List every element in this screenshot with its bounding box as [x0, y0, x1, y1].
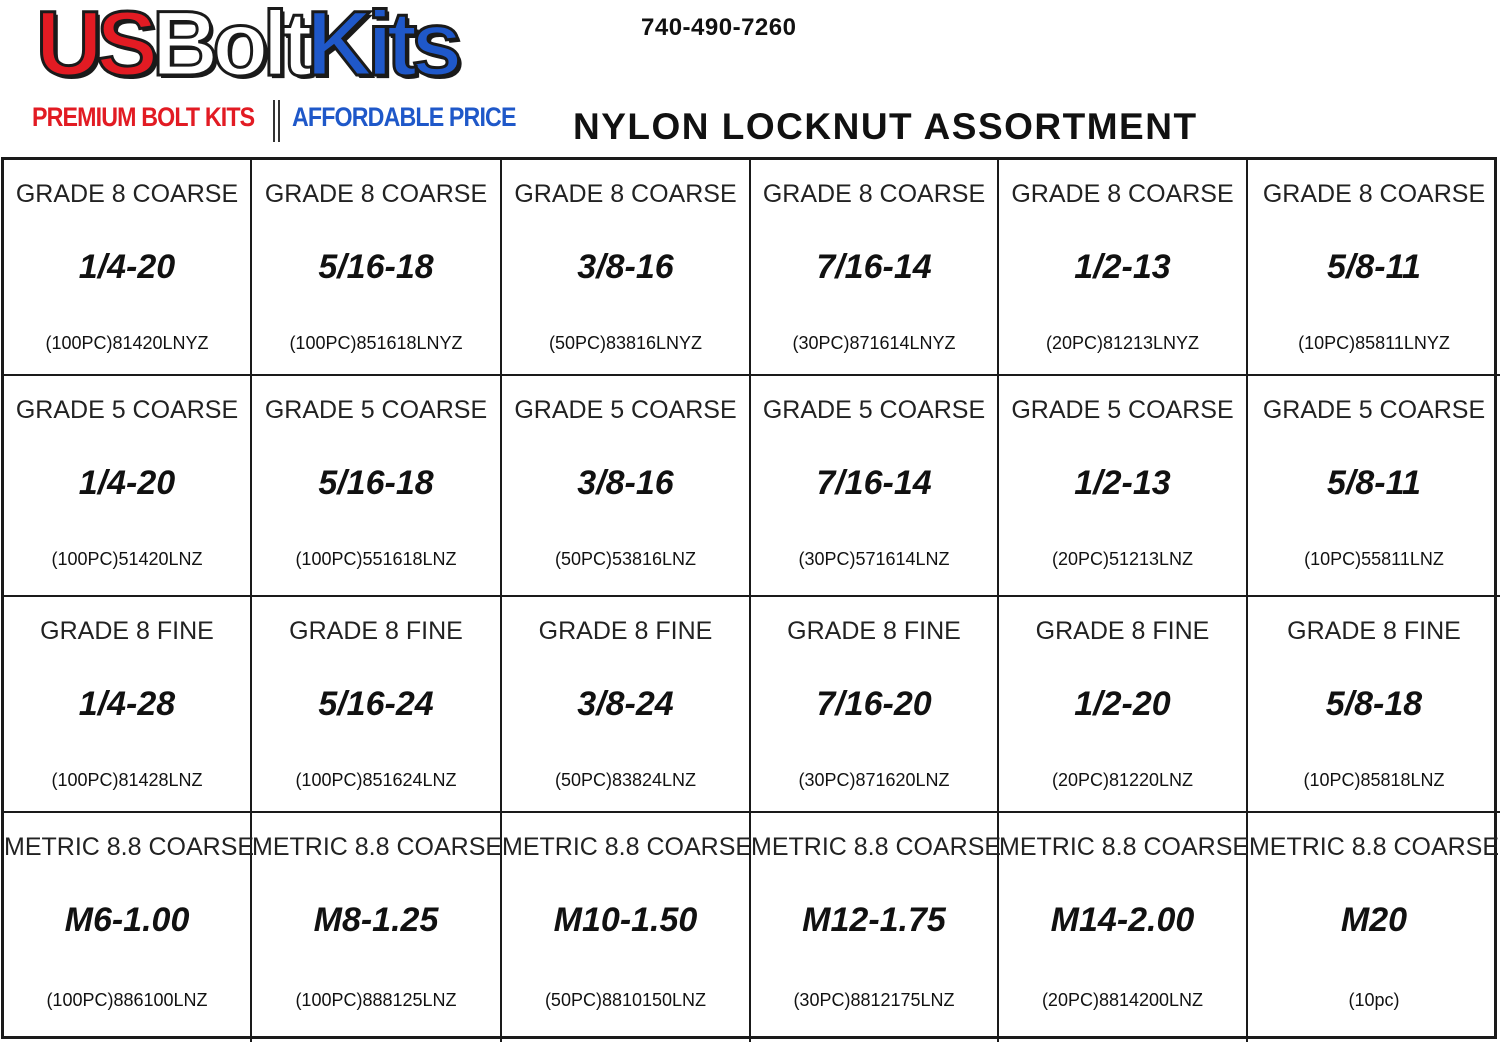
grid-cell — [1248, 813, 1500, 1042]
part-number: (100PC)851624LNZ — [295, 770, 457, 790]
grade-label: GRADE 8 COARSE — [762, 180, 986, 208]
grade-label: METRIC 8.8 COARSE — [751, 833, 1002, 861]
grid-cell — [252, 597, 502, 813]
thread-size: 5/16-18 — [318, 464, 434, 502]
grid-cell — [751, 160, 999, 376]
grade-label: GRADE 8 FINE — [40, 617, 214, 645]
grade-label: GRADE 8 FINE — [289, 617, 463, 645]
thread-size: 5/8-11 — [1327, 248, 1421, 286]
part-number: (100PC)81420LNYZ — [45, 333, 209, 353]
page-title: NYLON LOCKNUT ASSORTMENT — [573, 106, 1198, 147]
grid-cell — [1248, 160, 1500, 376]
tagline-divider — [273, 100, 280, 142]
thread-size: 5/8-18 — [1325, 685, 1423, 723]
phone-number: 740-490-7260 — [641, 14, 797, 41]
part-number: (20PC)51213LNZ — [1051, 549, 1194, 569]
part-number: (100PC)81428LNZ — [51, 770, 203, 790]
thread-size: 1/2-13 — [1074, 464, 1171, 502]
part-number: (10PC)85811LNYZ — [1298, 333, 1450, 353]
grade-label: GRADE 8 COARSE — [15, 180, 239, 208]
grade-label: GRADE 8 FINE — [1287, 617, 1461, 645]
part-number: (100PC)51420LNZ — [51, 549, 203, 569]
thread-size: 5/16-24 — [318, 685, 434, 723]
grid-cell — [999, 376, 1248, 597]
grid-cell — [502, 376, 751, 597]
tagline-affordable: AFFORDABLE PRICE — [292, 102, 516, 132]
grid-cell — [502, 597, 751, 813]
thread-size: 1/2-13 — [1074, 248, 1171, 286]
thread-size: M8-1.25 — [313, 901, 439, 939]
logo-word-kits: Kits — [306, 0, 457, 95]
thread-size: 5/16-18 — [318, 248, 434, 286]
part-number: (10pc) — [1348, 990, 1400, 1010]
thread-size: 1/4-20 — [78, 464, 176, 502]
grade-label: GRADE 8 COARSE — [1262, 180, 1486, 208]
grid-cell — [751, 813, 1002, 1042]
grade-label: GRADE 8 FINE — [787, 617, 961, 645]
grid-cell — [502, 160, 751, 376]
grid-cell — [4, 597, 252, 813]
grade-label: GRADE 8 COARSE — [264, 180, 488, 208]
grid-cell — [999, 813, 1248, 1042]
grade-label: GRADE 8 COARSE — [514, 180, 737, 208]
brand-logo — [32, 0, 522, 148]
part-number: (100PC)851618LNYZ — [289, 333, 463, 353]
grade-label: GRADE 5 COARSE — [514, 396, 737, 424]
thread-size: M14-2.00 — [1050, 901, 1195, 939]
thread-size: 3/8-24 — [577, 685, 674, 723]
thread-size: 3/8-16 — [577, 464, 674, 502]
grade-label: METRIC 8.8 COARSE — [999, 833, 1250, 861]
part-number: (100PC)551618LNZ — [295, 549, 457, 569]
part-number: (20PC)81220LNZ — [1051, 770, 1194, 790]
grid-cell — [1248, 376, 1500, 597]
grade-label: GRADE 8 FINE — [538, 617, 713, 645]
thread-size: M6-1.00 — [64, 901, 190, 939]
thread-size: 3/8-16 — [577, 248, 674, 286]
thread-size: 5/8-11 — [1327, 464, 1421, 502]
grid-cell — [751, 376, 999, 597]
part-number: (10PC)85818LNZ — [1303, 770, 1445, 790]
thread-size: 7/16-14 — [816, 248, 932, 286]
part-number: (30PC)871614LNYZ — [792, 333, 956, 353]
part-number: (30PC)8812175LNZ — [793, 990, 955, 1010]
grid-cell — [4, 813, 255, 1042]
thread-size: 1/4-28 — [78, 685, 176, 723]
tagline-premium: PREMIUM BOLT KITS — [32, 102, 255, 132]
logo-word-us: US — [36, 0, 152, 95]
grid-cell — [252, 376, 502, 597]
part-number: (50PC)83816LNYZ — [548, 333, 703, 353]
logo-wordmark — [36, 0, 456, 94]
grid-cell — [999, 597, 1248, 813]
thread-size: 1/4-20 — [78, 248, 176, 286]
grid-cell — [1248, 597, 1500, 813]
grade-label: GRADE 5 COARSE — [264, 396, 488, 424]
grade-label: GRADE 5 COARSE — [1262, 396, 1486, 424]
grade-label: GRADE 5 COARSE — [762, 396, 986, 424]
grade-label: GRADE 8 COARSE — [1011, 180, 1234, 208]
thread-size: 7/16-14 — [816, 464, 932, 502]
part-number: (50PC)83824LNZ — [554, 770, 697, 790]
thread-size: 1/2-20 — [1074, 685, 1171, 723]
part-number: (50PC)53816LNZ — [554, 549, 697, 569]
thread-size: 7/16-20 — [816, 685, 932, 723]
grid-cell — [252, 160, 502, 376]
grade-label: METRIC 8.8 COARSE — [502, 833, 753, 861]
logo-word-bolt: Bolt — [151, 0, 307, 95]
thread-size: M20 — [1340, 901, 1408, 939]
grid-cell — [751, 597, 999, 813]
grade-label: GRADE 8 FINE — [1035, 617, 1210, 645]
part-number: (10PC)55811LNZ — [1304, 549, 1444, 569]
thread-size: M10-1.50 — [553, 901, 698, 939]
part-number: (30PC)871620LNZ — [798, 770, 950, 790]
grade-label: GRADE 5 COARSE — [1011, 396, 1234, 424]
part-number: (100PC)888125LNZ — [295, 990, 457, 1010]
part-number: (20PC)8814200LNZ — [1041, 990, 1204, 1010]
grid-cell — [252, 813, 502, 1042]
assortment-grid — [1, 157, 1500, 1039]
thread-size: M12-1.75 — [802, 901, 946, 939]
grade-label: METRIC 8.8 COARSE — [252, 833, 503, 861]
grid-cell — [999, 160, 1248, 376]
part-number: (50PC)8810150LNZ — [544, 990, 707, 1010]
part-number: (30PC)571614LNZ — [798, 549, 950, 569]
grade-label: GRADE 5 COARSE — [15, 396, 239, 424]
grid-cell — [4, 160, 252, 376]
grid-cell — [4, 376, 252, 597]
part-number: (100PC)886100LNZ — [46, 990, 208, 1010]
grade-label: METRIC 8.8 COARSE — [1248, 833, 1500, 861]
grid-cell — [502, 813, 751, 1042]
part-number: (20PC)81213LNYZ — [1045, 333, 1200, 353]
grade-label: METRIC 8.8 COARSE — [4, 833, 255, 861]
